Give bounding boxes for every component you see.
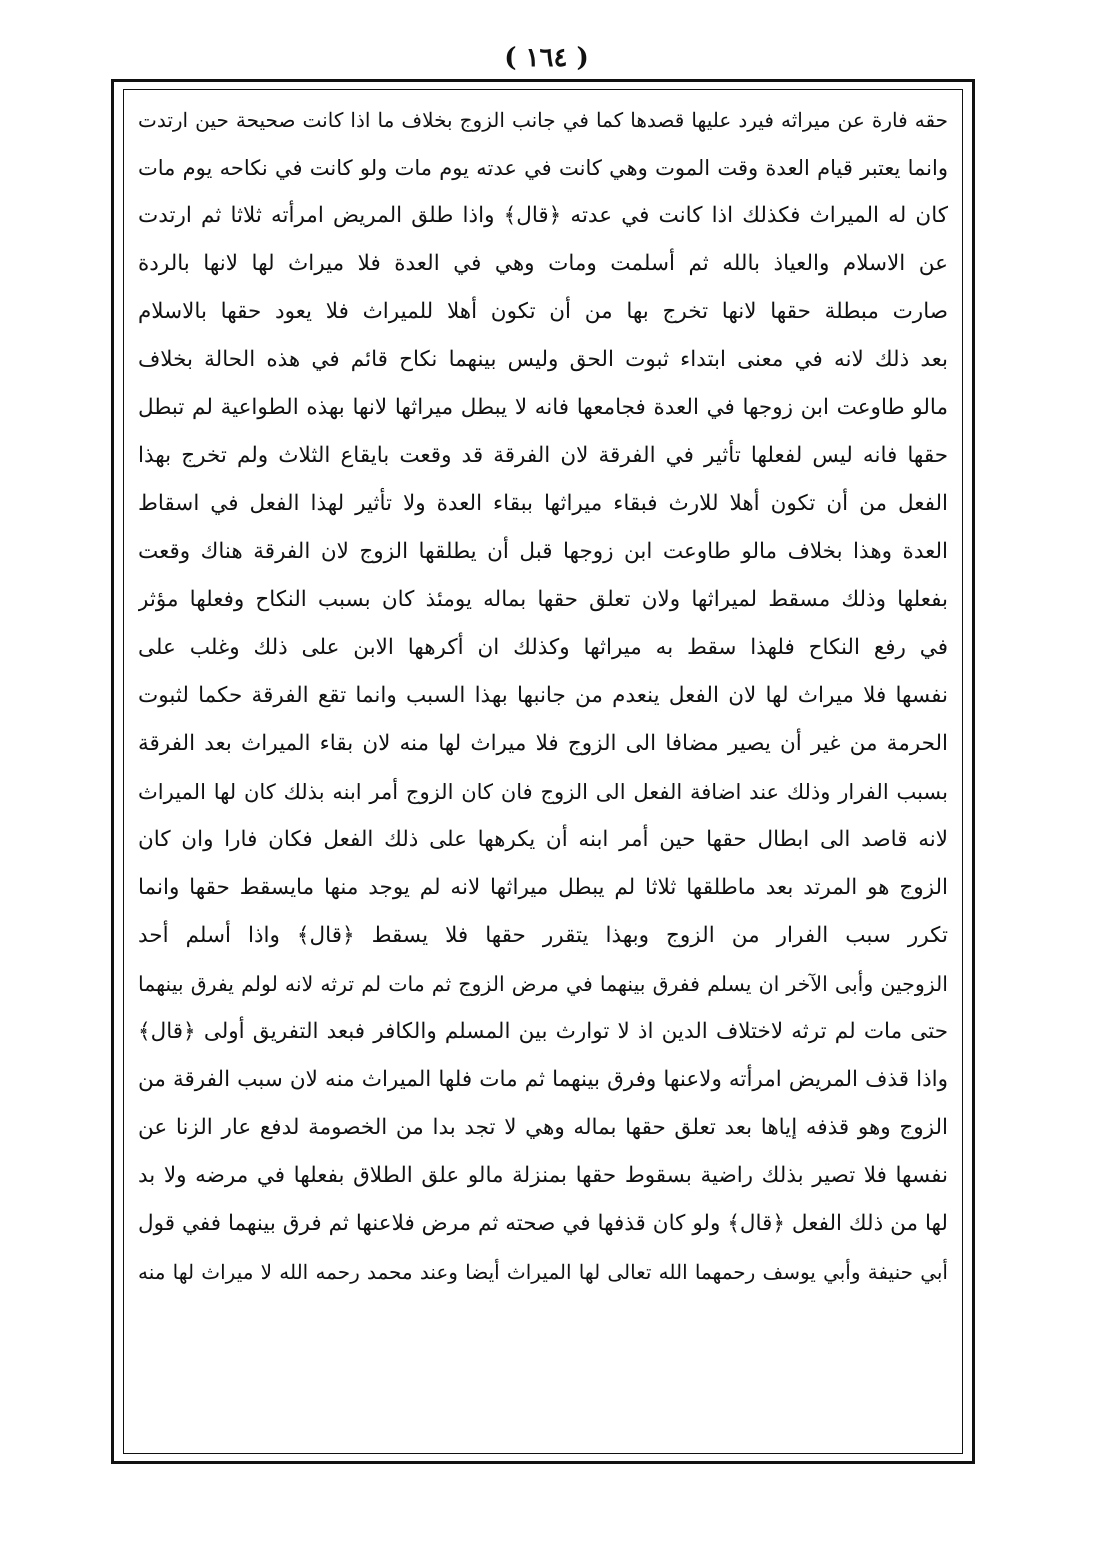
text-line: الحرمة من غير أن يصير مضافا الى الزوج فلا ميراث لها منه لان بقاء الميراث بعد الفرقة: [138, 731, 948, 756]
text-line: عن الاسلام والعياذ بالله ثم أسلمت ومات وهي في العدة فلا ميراث لها لانها بالردة: [138, 251, 948, 276]
text-line: واذا قذف المريض امرأته ولاعنها وفرق بينهما ثم مات فلها الميراث منه لان سبب الفرقة من: [138, 1067, 948, 1092]
text-line: في رفع النكاح فلهذا سقط به ميراثها وكذلك ان أكرهها الابن على ذلك وغلب على: [138, 635, 948, 660]
page-number: ( ١٦٤ ): [504, 43, 589, 73]
text-line: الزوجين وأبى الآخر ان يسلم ففرق بينهما في مرض الزوج ثم مات لم ترثه لانه لولم يفرق بينهما: [138, 972, 948, 996]
text-line: نفسها فلا ميراث لها لان الفعل ينعدم من جانبها بهذا السبب وانما تقع الفرقة حكما لثبوت: [138, 683, 948, 708]
text-line: بعد ذلك لانه في معنى ابتداء ثبوت الحق وليس بينهما نكاح قائم في هذه الحالة بخلاف: [138, 347, 948, 372]
text-line: بفعلها وذلك مسقط لميراثها ولان تعلق حقها بماله يومئذ كان بسبب النكاح وفعلها مؤثر: [138, 587, 948, 612]
text-line: أبي حنيفة وأبي يوسف رحمهما الله تعالى لها الميراث أيضا وعند محمد رحمه الله لا ميراث لها منه: [138, 1260, 948, 1284]
text-line: صارت مبطلة حقها لانها تخرج بها من أن تكون أهلا للميراث فلا يعود حقها بالاسلام: [138, 299, 948, 324]
text-line: كان له الميراث فكذلك اذا كانت في عدته ﴿قال﴾ واذا طلق المريض امرأته ثلاثا ثم ارتدت: [138, 203, 948, 228]
text-line: حتى مات لم ترثه لاختلاف الدين اذ لا توارث بين المسلم والكافر فبعد التفريق أولى ﴿قال﴾: [138, 1019, 948, 1044]
text-line: بسبب الفرار وذلك عند اضافة الفعل الى الزوج فان كان الزوج أمر ابنه بذلك كان لها الميراث: [138, 780, 948, 804]
text-line: تكرر سبب الفرار من الزوج وبهذا يتقرر حقها فلا يسقط ﴿قال﴾ واذا أسلم أحد: [138, 923, 948, 948]
text-line: حقه فارة عن ميراثه فيرد عليها قصدها كما في جانب الزوج بخلاف ما اذا كانت صحيحة حين ارتدت: [138, 108, 948, 132]
text-line: لانه قاصد الى ابطال حقها حين أمر ابنه أن يكرهها على ذلك الفعل فكان فارا وان كان: [138, 827, 948, 852]
text-line: الزوج وهو قذفه إياها بعد تعلق حقها بماله وهي لا تجد بدا من الخصومة لدفع عار الزنا عن: [138, 1115, 948, 1140]
text-line: وانما يعتبر قيام العدة وقت الموت وهي كانت في عدته يوم مات ولو كانت في نكاحه يوم مات: [138, 156, 948, 180]
text-line: حقها فانه ليس لفعلها تأثير في الفرقة لان الفرقة قد وقعت بايقاع الثلاث ولم تخرج بهذا: [138, 443, 948, 468]
text-line: لها من ذلك الفعل ﴿قال﴾ ولو كان قذفها في صحته ثم مرض فلاعنها ثم فرق بينهما ففي قول: [138, 1211, 948, 1236]
text-line: الزوج هو المرتد بعد ماطلقها ثلاثا لم يبطل ميراثها لانه لم يوجد منها مايسقط حقها وانما: [138, 875, 948, 900]
text-line: الفعل من أن تكون أهلا للارث فبقاء ميراثها ببقاء العدة ولا تأثير لهذا الفعل في اسقاط: [138, 491, 948, 516]
text-line: العدة وهذا بخلاف مالو طاوعت ابن زوجها قبل أن يطلقها الزوج لان الفرقة هناك وقعت: [138, 539, 948, 564]
main-text: [138, 96, 948, 1296]
text-line: نفسها فلا تصير بذلك راضية بسقوط حقها بمنزلة مالو علق الطلاق بفعلها في مرضه ولا بد: [138, 1163, 948, 1188]
text-line: مالو طاوعت ابن زوجها في العدة فجامعها فانه لا يبطل ميراثها لانها بهذه الطواعية لم تبطل: [138, 395, 948, 420]
